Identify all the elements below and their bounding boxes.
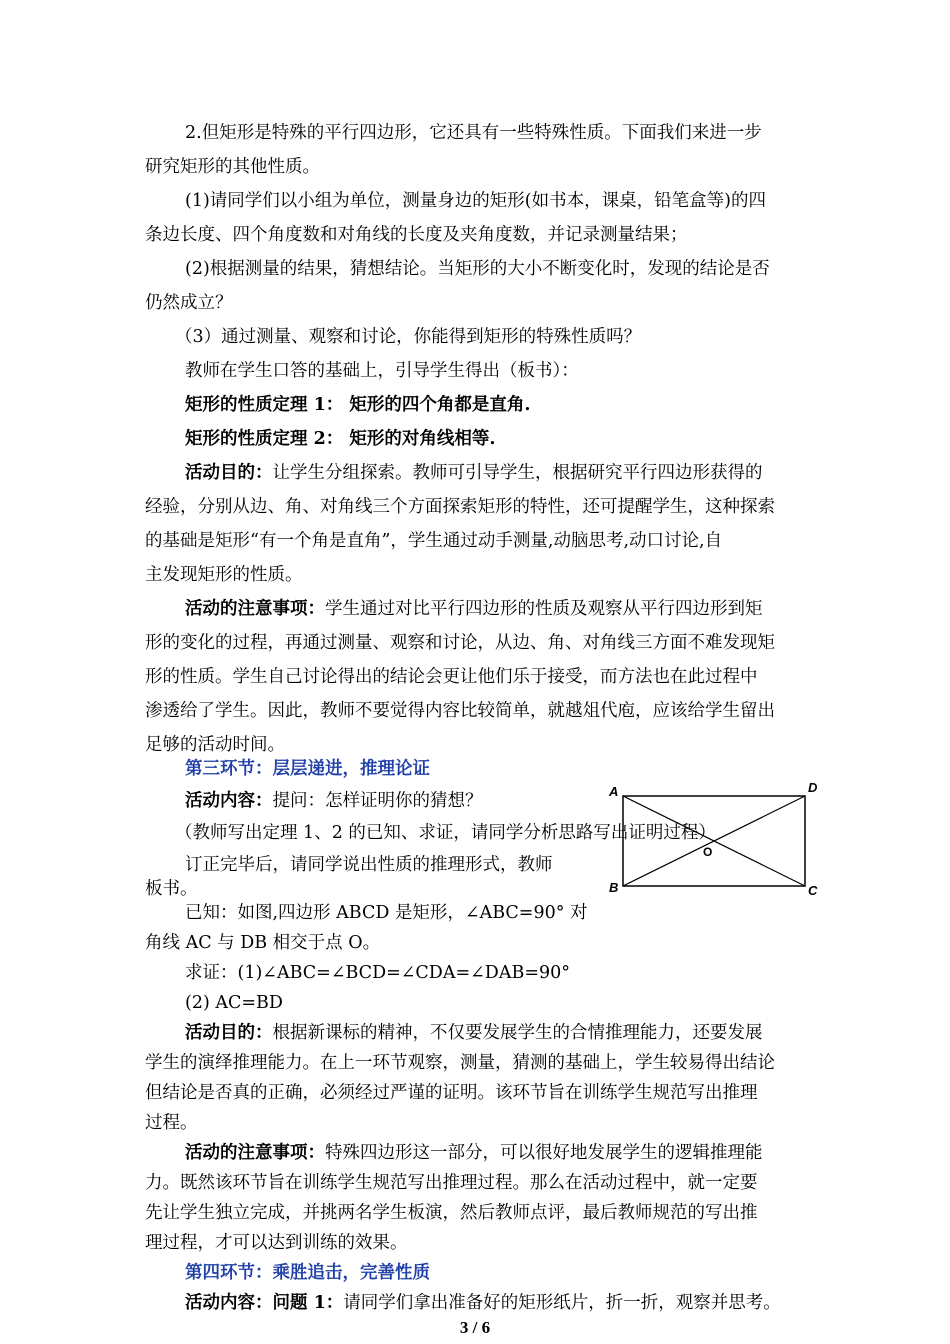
paragraph-line: 足够的活动时间。 [145, 735, 285, 755]
paragraph-line [145, 1046, 815, 1080]
label-purpose: 活动目的： [185, 1023, 273, 1043]
paragraph-line [145, 1196, 815, 1230]
label-d: D [808, 780, 818, 795]
line-text: 根据新课标的精神，不仅要发展学生的合情推理能力，还要发展 [272, 1023, 763, 1043]
paragraph-line: 的基础是矩形“有一个角是直角”，学生通过动手测量,动脑思考,动口讨论,自 [145, 531, 723, 551]
label-purpose: 活动目的： [185, 463, 273, 483]
paragraph-line [185, 1136, 855, 1170]
label-notes: 活动的注意事项： [185, 1143, 325, 1163]
label-notes: 活动的注意事项： [185, 599, 325, 619]
line-text: 让学生分组探索。教师可引导学生，根据研究平行四边形获得的 [272, 463, 763, 483]
paragraph-line: 经验，分别从边、角、对角线三个方面探索矩形的特性，还可提醒学生，这种探索 [145, 497, 775, 517]
paragraph-line: 教师在学生口答的基础上，引导学生得出（板书）： [185, 361, 579, 381]
paragraph-line: 订正完毕后，请同学说出性质的推理形式，教师 [185, 855, 553, 875]
line-text: 先让学生独立完成，并挑两名学生板演，然后教师点评，最后教师规范的写出推 [145, 1203, 758, 1223]
paragraph-line [145, 1076, 815, 1110]
paragraph-line: （教师写出定理 1、2 的已知、求证，请同学分析思路写出证明过程） [175, 823, 716, 843]
paragraph-line: 形的性质。学生自己讨论得出的结论会更让他们乐于接受，而方法也在此过程中 [145, 667, 758, 687]
paragraph-line: 2.但矩形是特殊的平行四边形，它还具有一些特殊性质。下面我们来进一步 [185, 123, 762, 143]
section-heading-3: 第三环节：层层递进，推理论证 [185, 759, 430, 779]
paragraph-line: (2) AC=BD [185, 993, 283, 1013]
paragraph-line: 研究矩形的其他性质。 [145, 157, 320, 177]
paragraph-line: (2)根据测量的结果，猜想结论。当矩形的大小不断变化时，发现的结论是否 [185, 259, 770, 279]
paragraph-line [185, 592, 855, 626]
theorem-2: 矩形的性质定理 2： 矩形的对角线相等. [185, 429, 496, 449]
paragraph-line [185, 1286, 855, 1320]
paragraph-line: 主发现矩形的性质。 [145, 565, 303, 585]
line-text: 理过程，才可以达到训练的效果。 [145, 1233, 408, 1253]
line-text: 特殊四边形这一部分，可以很好地发展学生的逻辑推理能 [325, 1143, 763, 1163]
line-text: 请同学们拿出准备好的矩形纸片，折一折，观察并思考。 [343, 1293, 781, 1313]
paragraph-line: 角线 AC 与 DB 相交于点 O。 [145, 933, 381, 953]
paragraph-line: （3）通过测量、观察和讨论，你能得到矩形的特殊性质吗？ [175, 327, 642, 347]
paragraph-line [185, 1016, 855, 1050]
rectangle-diagram [605, 778, 820, 898]
paragraph-line: (1)请同学们以小组为单位，测量身边的矩形(如书本，课桌，铅笔盒等)的四 [185, 191, 766, 211]
line-text: 但结论是否真的正确，必须经过严谨的证明。该环节旨在训练学生规范写出推理 [145, 1083, 758, 1103]
line-text: 学生通过对比平行四边形的性质及观察从平行四边形到矩 [325, 599, 763, 619]
paragraph-line [145, 1226, 815, 1260]
theorem-1: 矩形的性质定理 1： 矩形的四个角都是直角. [185, 395, 531, 415]
line-text: 学生的演绎推理能力。在上一环节观察，测量，猜测的基础上，学生较易得出结论 [145, 1053, 775, 1073]
label-b: B [609, 880, 619, 895]
paragraph-line: 板书。 [145, 879, 198, 899]
section-heading-4: 第四环节：乘胜追击，完善性质 [185, 1263, 430, 1283]
line-text: 过程。 [145, 1113, 198, 1133]
line-text: 提问：怎样证明你的猜想？ [272, 791, 483, 811]
paragraph-line: 渗透给了学生。因此，教师不要觉得内容比较简单，就越俎代庖，应该给学生留出 [145, 701, 775, 721]
paragraph-line: 条边长度、四个角度数和对角线的长度及夹角度数，并记录测量结果； [145, 225, 688, 245]
paragraph-line: 求证：(1)∠ABC=∠BCD=∠CDA=∠DAB=90° [185, 963, 571, 983]
label-c: C [808, 883, 818, 898]
paragraph-line: 形的变化的过程，再通过测量、观察和讨论，从边、角、对角线三方面不难发现矩 [145, 633, 775, 653]
paragraph-line [185, 456, 855, 490]
page-number: 3 / 6 [459, 1318, 491, 1337]
label-content-q1: 活动内容：问题 1： [185, 1293, 344, 1313]
line-text: 力。既然该环节旨在训练学生规范写出推理过程。那么在活动过程中，就一定要 [145, 1173, 758, 1193]
label-o: O [703, 845, 713, 859]
paragraph-line: 仍然成立？ [145, 293, 233, 313]
paragraph-line [145, 1106, 815, 1140]
label-content: 活动内容： [185, 791, 273, 811]
label-a: A [609, 784, 619, 799]
paragraph-line: 已知：如图,四边形 ABCD 是矩形，∠ABC=90° 对 [185, 903, 588, 923]
paragraph-line [145, 1166, 815, 1200]
